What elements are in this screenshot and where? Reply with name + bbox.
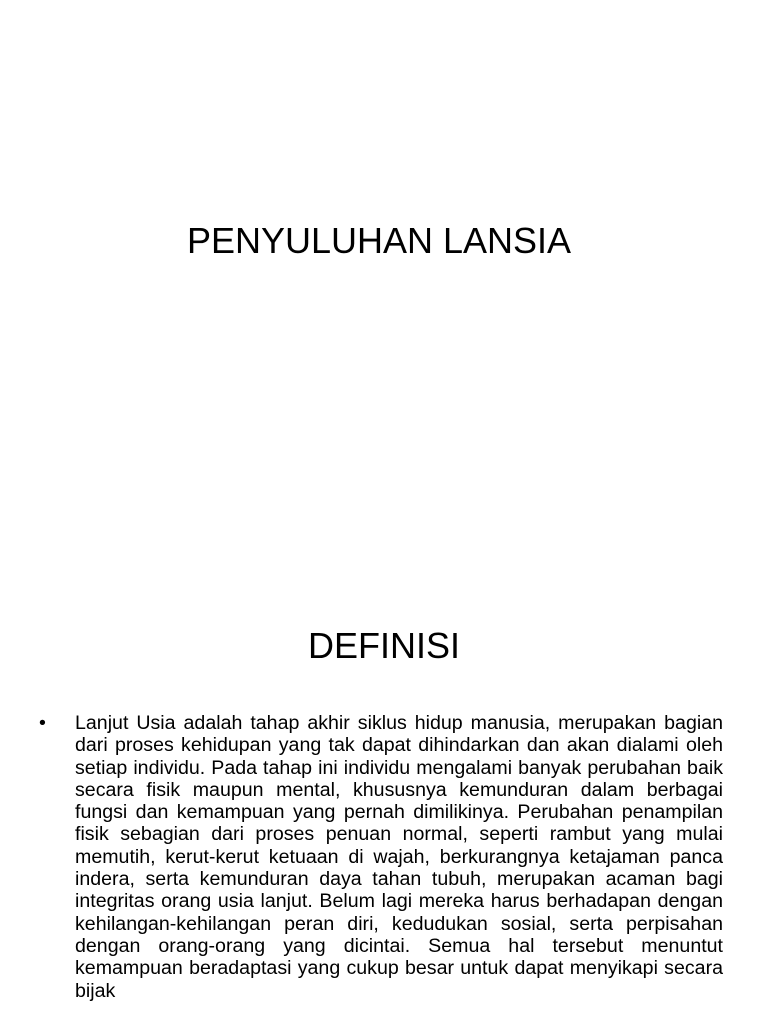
slide-heading: DEFINISI: [307, 625, 460, 666]
bullet-item: [39, 712, 723, 1002]
bullet-list: [39, 712, 723, 1002]
slide-definition: [0, 576, 768, 1024]
bullet-icon: •: [39, 712, 46, 734]
slide-title: PENYULUHAN LANSIA: [186, 220, 572, 261]
bullet-text: Lanjut Usia adalah tahap akhir siklus hidup manusia, merupakan bagian dari proses kehidupan yang tak dapat dihindarkan dan akan dialami oleh setiap individu. Pada tahap ini individu mengalami banyak perubahan baik secara fisik maupun mental, khususnya kemunduran dalam berbagai fungsi dan kemampuan yang pernah dimilikinya. Perubahan penampilan fisik sebagian dari proses penuan normal, seperti rambut yang mulai memutih, kerut-kerut ketuaan di wajah, berkurangnya ketajaman panca indera, serta kemunduran daya tahan tubuh, merupakan acaman bagi integritas orang usia lanjut. Belum lagi mereka harus berhadapan dengan kehilangan-kehilangan peran diri, kedudukan sosial, serta perpisahan dengan orang-orang yang dicintai. Semua hal tersebut menuntut kemampuan beradaptasi yang cukup besar untuk dapat menyikapi secara bijak: [75, 712, 723, 1002]
